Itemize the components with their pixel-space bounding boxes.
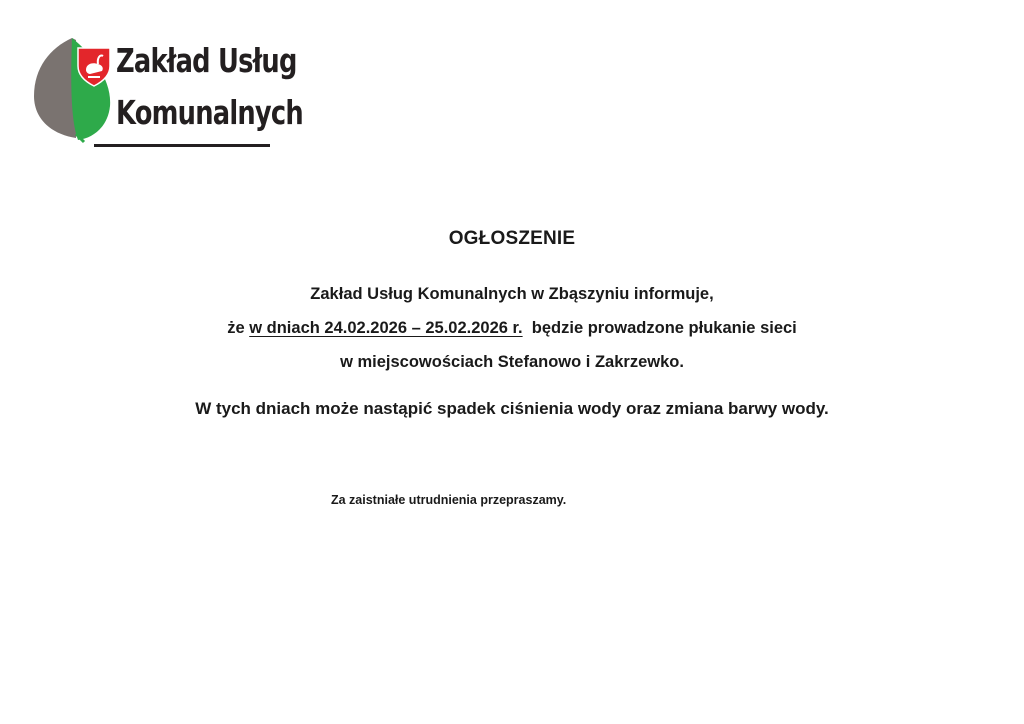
logo-underline <box>94 144 270 147</box>
notice-line-2-suffix: będzie prowadzone płukanie sieci <box>522 319 797 337</box>
company-logo <box>32 34 303 152</box>
notice-apology: Za zaistniałe utrudnienia przepraszamy. <box>331 493 567 507</box>
notice-dates: w dniach 24.02.2026 – 25.02.2026 r. <box>249 319 523 337</box>
notice-line-1: Zakład Usług Komunalnych w Zbąszyniu informuje, <box>310 285 714 303</box>
leaf-logo-icon <box>32 34 116 146</box>
notice-line-3: w miejscowościach Stefanowo i Zakrzewko. <box>340 353 684 371</box>
notice-title: OGŁOSZENIE <box>448 228 576 249</box>
logo-line-1: Zakład Usług <box>116 41 297 80</box>
logo-line-2: Komunalnych <box>116 93 303 132</box>
notice-line-2-prefix: że <box>227 319 250 337</box>
notice-line-2 <box>0 319 1024 338</box>
notice-warning: W tych dniach może nastąpić spadek ciśnienia wody oraz zmiana barwy wody. <box>195 399 829 418</box>
